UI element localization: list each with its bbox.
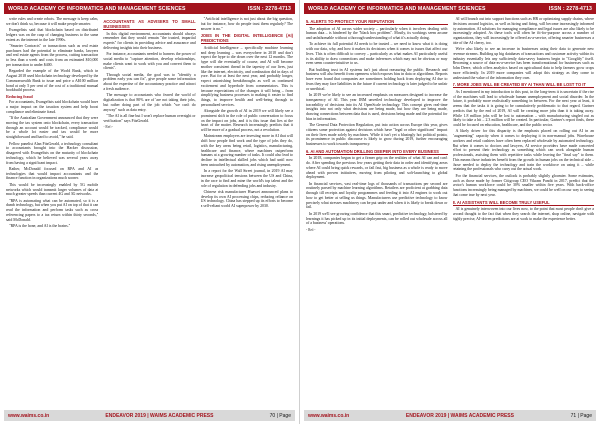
page-number: 70 | Page (269, 412, 291, 419)
column-2 (453, 17, 595, 406)
magazine-title: ENDEAVOR 2019 | WAIMS ACADEMIC PRESS (405, 412, 514, 419)
column-1 (306, 17, 448, 406)
page-body (306, 17, 594, 406)
section-heading: ACCOUNTANTS AS ADVISERS TO SMALL BUSINESSES (103, 19, 196, 29)
paragraph: We're also likely to see an increase in businesses using their data to generate new revenue streams. Building up big databases of transactions and customer activity within its industry essentially lets any sufficiently data-savvy business begin to "Googlify" itself. Becoming a source of data-as-a-service has been transformational for businesses such as John Deere, which offers analytics based on agricultural data to help farmers grow crops more efficiently. In 2019 more companies will adopt this strategy as they come to understand the value of the information they own. (452, 47, 594, 80)
paragraph: "RPA is automating what can be automated, so it is a dumb technology, but when you put AI on top of that it can read the information and perform tasks such as cross referencing papers to a tax return within thirty seconds," said McDonald. (6, 198, 99, 222)
page-header (304, 3, 596, 14)
paragraph: Fellow panelist Alan FitzGerald, a technology consultant to accountants brought into the Hacker discussion, disagreed with Evangelists on the maturity of blockchain technology, which he believed was several years away from having a significant impact. (6, 141, 99, 165)
issn: ISSN : 2278-4713 (548, 5, 592, 12)
journal-title: WORLD ACADEMY OF INFORMATICS AND MANAGEMENT SCIENCES (8, 5, 186, 12)
paragraph: For instance, accountants needed to harness the power of social media to "capture attention, develop relationships, make clients want to work with you and convert them to clients". (103, 52, 196, 71)
paragraph: "If the Australian Government announced that they were moving the tax system onto blockchain, every transaction through an account would be tracked, compliance would be a whole lot easier and tax would be more straightforward and hard to avoid," he said. (6, 116, 99, 140)
paragraph: In 2018, companies began to get a firmer grip on the realities of what AI can and can't do. After spending the previous few years getting their data in order and identifying areas where AI could bring quick rewards, or fail fast, big business as a whole is ready to move ahead with proven initiatives, moving from piloting and soft-launching to global deployment. (306, 156, 448, 180)
paragraph: AI will branch out into support functions such as HR or optimizing supply chains, where decisions around logistics, as well as hiring and firing, will become increasingly informed by automation. AI solutions for managing compliance and legal issues are also likely to be increasingly adopted. As these tools will often be fit-for-purpose across a number of organizations, they will increasingly be offered as-a-service, offering smarter businesses a bite of the AI cherry, too. (452, 17, 594, 45)
journal-title: WORLD ACADEMY OF INFORMATICS AND MANAGEMENT SCIENCES (308, 5, 486, 12)
paragraph: As I mentioned in my introduction to this post, in the long-term it is uncertain if the rise of the machines will lead to wholesale human unemployment and social disorder. In the future, it probably more realistically something in between. For the next year at least, it seems that the tasks it is going to be cumulatively problematic to that regard. Gartner predicts that by the end of 2019, AI will be creating more jobs than it is taking away. While 1.8 million jobs will be lost to automation – with manufacturing singled out as likely to take a hit – 2.3 million will be created. In particular, Gartner's report finds, these could be focused on education, healthcare, and the public sector. (452, 89, 594, 128)
paragraph: Through social media, the goal was to "identify a problem early you can fix", give people some information about the expertise of the accountancy practice and attract a fresh audience. (103, 72, 196, 91)
website-link[interactable]: www.waims.co.in (308, 412, 350, 419)
paragraph: "Smarter Contracts" or transactions such as real estate purchases had the potential to eliminate banks, lawyers and real estate agents from the process, cutting transaction to less than a week and costs from an estimated $10,000 per transaction to under $400. (6, 43, 99, 67)
paragraph: In a report for the Wall Street journal, in 2019 AI may increase geopolitical tensions between the US and China, in the race to find and mine the world's top talent and the role of regulation in defending jobs and industry. (200, 169, 293, 188)
paragraph: "Artificial intelligence is not just about the big question, but for instance, how do people trust them regularly? The answer is no." (200, 17, 293, 31)
paragraph: Mainstream employers are investing more in AI that will shift how people find work and the type of jobs they do, with the key areas being retail, logistics, manufacturing, healthcare and finance, where machines outperform humans at a growing number of tasks. It could also lead to decline in intellectual skilled jobs which had until now been untouched by automation, and rising unemployment. (200, 134, 293, 167)
column-1 (6, 17, 98, 406)
paragraph: Alongside the growth of AI in 2019 we will likely see a prominent shift in the role of public conversation to focus on the impact on jobs, and it is this issue that lies at the heart of the matter. Research increasingly predicts that it will be more of a gradual process, not a revolution. (200, 109, 293, 133)
paragraph: For accountants, Evangelists said blockchain would have a major impact on the taxation system and help boost compliance and eliminate fraud. (6, 100, 99, 114)
paragraph: The adoption of AI across wider society – particularly when it involves dealing with human data – is hindered by the "black box problem". Mostly, its workings seem arcane and unfathomable without a thorough understanding of what it's actually doing. (306, 26, 448, 40)
paragraph: For the financial services, the outlook is probably slightly gloomier. Some estimates, such as those made by former Citigroup CEO Vikram Pandit in 2017, predict that the sector's human workforce could be 30% smaller within five years. With back-office functions increasingly being managed by machines, we could be well on our way to seeing that come true by next year. (452, 173, 594, 197)
paragraph: Rather, McDonald focused on RPA and AI as technologies that would impact accountants and the finance function in organizations much sooner. (6, 166, 99, 181)
paragraph: In 2019 we're likely to see an increased emphasis on measures designed to increase the transparency of AI. This year IBM unveiled technology developed to improve the traceability of decisions into its AI OpenScale technology. This concept gives real-time insights into not only what decisions are being made, but how they are being made, drawing connections between data that is used, decisions being made and the potential for bias in information. (306, 93, 448, 121)
section-heading: 7. MORE JOBS WILL BE CREATED BY AI THAN WILL BE LOST TO IT (453, 82, 595, 88)
section-heading: 6. AI AND AUTOMATION DRILLING DEEPER INTO EVERY BUSINESS (306, 149, 448, 155)
paragraph: Evangelists said that blockchain based on distributed ledgers was on the cusp of changing business to the same extent as the internet in the late 1990s. (6, 28, 99, 42)
section-heading: JOBS IN THE DIGITAL INTELLIGENCE (AI) PREDICTIONS (200, 33, 293, 44)
paragraph: "The AI is all fine but I won't replace human oversight or verification" says FitzGerald. (103, 113, 196, 123)
paragraph: In financial services, vast real-time logs of thousands of transactions per second are routinely parsed by machine learning algorithms. Retailers are proficient at grabbing data through till receipts and loyalty programmes and feeding it into AI engines to work out how to get better at selling us things. Manufacturers use predictive technology to know precisely what stresses machinery can be put under and when it is likely to break down or fail. (306, 181, 448, 210)
column-3 (201, 17, 293, 406)
page-header (4, 3, 295, 14)
paragraph: Chinese risk manufacturer Huawei announced plans to develop its own AI processing chips, reducing reliance on US technology. China has stepped up its efforts to become a self-reliant world AI superpower by 2030. (200, 189, 293, 209)
paragraph: "RPA is the hone, and AI is the brains." (9, 223, 71, 228)
paragraph: write rules and create robots. The message is keep calm, we don't think so, because it will make people smarter. (6, 17, 99, 26)
column-2 (103, 17, 195, 406)
section-heading: 8. AI ASSISTANTS WILL BECOME TRULY USEFUL (453, 200, 595, 206)
paragraph: Artificial Intelligence – specifically machine learning and deep learning – was everywhere in 2018 and don't expect the hype to die down over the next 12 months. The hype will die eventually of course, and AI will become another consistent thread in the tapestry of our lives, just like the internet, electricity, and combustion did in days of yore. But for at least the next year, and probably longer, expect astonishing breakthroughs as well as continued excitement and hyperbole from commentators. This is because expectations of the changes it will bring – from simplifying business processes to making it easier to find things, to improve health and well-being through to personalized services. (200, 45, 293, 107)
references-label: - Ref:- (306, 228, 316, 233)
paragraph: The General Data Protection Regulation, put into action across Europe this year, gives citizens some protection against decisions which have "legal or other significant" impact on their lives made solely by machines. While it isn't yet a blazingly hot political potato, its prominence in public discourse is likely to grow during 2019, further encouraging businesses to work towards transparency. (306, 123, 448, 147)
section-heading: 5. ALERTS TO PROTECT YOUR REPUTATION (306, 19, 448, 25)
paragraph: This would be increasingly enabled by 5G mobile networks which would transmit larger volumes of data at much greater speeds than current 4G and 3G networks. (6, 182, 99, 197)
paragraph: A likely driver for this disparity is the emphasis placed on rolling out AI in an "augmenting" capacity when it comes to deploying it in non-manual jobs. Warehouse workers and retail cashiers have often been replaced wholesale by automated technology. But when it comes to doctors and lawyers, AI service providers have made concerted effort to present their technology as something which can work alongside human professionals, assisting them with repetitive tasks while leaving the "final say" to them. This means those industries benefit from the growth in human jobs on the technical side – those needed to deploy the technology and train the workforce on using it – while retaining the professionals who carry out the actual work. (452, 129, 594, 172)
paragraph: In this digital environment, accountants should always remember that they would remain "the trusted, impartial experts" for clients in providing advice and assurance and delivering insights into their business. (103, 31, 196, 50)
paragraph: But building trust in AI systems isn't just about reassuring the public. Research and business will also benefit from openness which exposes bias in data or algorithms. Reports have even found that companies are sometimes holding back from deploying AI due to fears they may face liabilities in the future if current technology is later judged to be unfair or unethical. (306, 67, 448, 91)
page-number: 71 | Page (570, 412, 592, 419)
section-heading: Reducing fraud (6, 93, 33, 99)
page-footer (304, 410, 596, 421)
paragraph: In 2019 we'll see growing confidence that this smart, predictive technology, bolstered by learnings it has picked up in its initial deployments, can be rolled out wholesale across all of a business' operations. (306, 211, 448, 226)
magazine-title: ENDEAVOR 2019 | WAIMS ACADEMIC PRESS (105, 412, 214, 419)
page-body (6, 17, 293, 406)
paragraph: Regarded the example of the World Bank, which in August 2018 used blockchain technology developed by the Commonwealth Bank to issue and price a A$100 million bond at only 5 per cent of the cost of a traditional manual bookbuild process. (6, 69, 99, 93)
paragraph: The message to accountants who feared the world of digitalization is that 80% are of 'are not taking their jobs, but rather doing part of the job which "we can't do anyway" such as data entry. (103, 93, 196, 112)
page-footer (4, 410, 295, 421)
paragraph: AI is genuinely interwoven into our lives now, to the point that most people don't give a second thought to the fact that when they search the internet, shop online, navigate with highly precise, AI-driven predictions are at work to make the experience better. (452, 207, 594, 221)
issn: ISSN : 2278-4713 (247, 5, 291, 12)
website-link[interactable]: www.waims.co.in (8, 412, 50, 419)
right-page (300, 0, 600, 424)
references-label: - Ref:- (103, 125, 113, 130)
paragraph: To achieve its full potential AI needs to be trusted – we need to know what it is doing with our data, why, and how it makes its decisions when it comes to issues that affect our lives. This is often difficult to convey – particularly as what makes AI particularly useful is its ability to draw connections and make inferences which may not be obvious or may even seem counter-intuitive to us. (306, 42, 448, 66)
